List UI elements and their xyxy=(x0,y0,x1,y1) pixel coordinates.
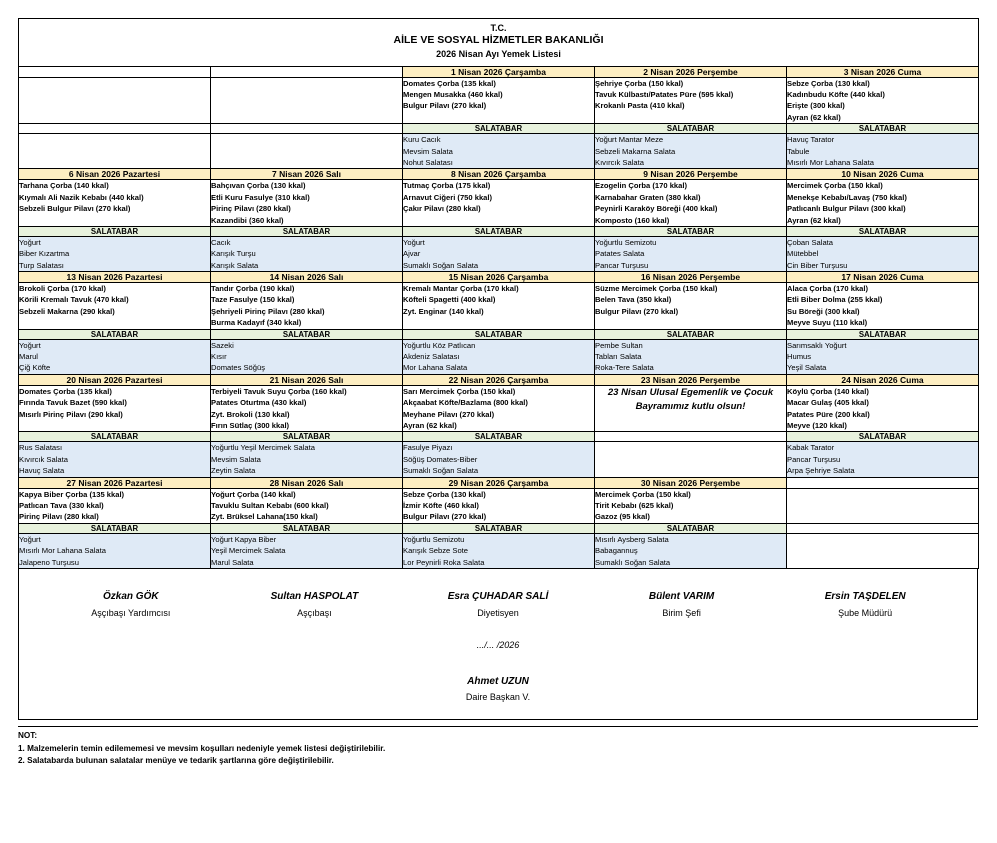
salad-list xyxy=(403,134,595,169)
salad-item: Mısırlı Aysberg Salata xyxy=(595,534,669,544)
salad-item: Mevsim Salata xyxy=(211,454,261,464)
salad-item: Yoğurt xyxy=(19,237,41,247)
salad-item: Zeytin Salata xyxy=(211,466,256,476)
salad-item: Biber Kızartma xyxy=(19,249,70,259)
salad-item: Pancar Turşusu xyxy=(595,260,649,270)
salad-list xyxy=(595,533,787,568)
saladbar-header: SALATABAR xyxy=(19,523,211,533)
meal-item: Ayran (62 kkal) xyxy=(403,421,457,430)
day-header: 30 Nisan 2026 Perşembe xyxy=(595,477,787,488)
meal-item: Arnavut Ciğeri (750 kkal) xyxy=(403,192,493,202)
salad-item: Mevsim Salata xyxy=(403,146,453,156)
meal-list xyxy=(787,77,979,124)
meal-item: Sebzeli Bulgur Pilavı (270 kkal) xyxy=(19,204,131,214)
salad-list xyxy=(19,442,211,477)
saladbar-header: SALATABAR xyxy=(403,329,595,339)
salad-item: Akdeniz Salatası xyxy=(403,352,460,362)
salad-list xyxy=(403,442,595,477)
day-header: 9 Nisan 2026 Perşembe xyxy=(595,169,787,180)
day-header: 6 Nisan 2026 Pazartesi xyxy=(19,169,211,180)
salad-item: Sumaklı Soğan Salata xyxy=(403,260,479,270)
salad-list-empty xyxy=(787,533,979,568)
document-header xyxy=(19,19,978,66)
salad-item: Mısırlı Mor Lahana Salata xyxy=(19,546,106,556)
salad-item: Yoğurt Mantar Meze xyxy=(595,135,664,145)
saladbar-header: SALATABAR xyxy=(19,226,211,236)
meal-item: Köylü Çorba (140 kkal) xyxy=(787,386,869,396)
day-header-empty xyxy=(787,477,979,488)
meal-item: Çakır Pilavı (280 kkal) xyxy=(403,204,481,214)
approver-role: Daire Başkan V. xyxy=(465,691,531,702)
salad-item: Arpa Şehriye Salata xyxy=(787,466,855,476)
meal-list xyxy=(211,283,403,330)
meal-item: Mercimek Çorba (150 kkal) xyxy=(595,489,691,499)
meal-item: Şehriyeli Pirinç Pilavı (280 kkal) xyxy=(211,306,325,316)
meal-item: Ayran (62 kkal) xyxy=(787,112,841,122)
meal-list xyxy=(595,283,787,330)
saladbar-header: SALATABAR xyxy=(19,432,211,442)
saladbar-header: SALATABAR xyxy=(211,226,403,236)
meal-item: Zyt. Brüksel Lahana(150 kkal) xyxy=(211,512,318,522)
meal-item: Tavuk Külbastı/Patates Püre (595 kkal) xyxy=(595,90,734,100)
salad-item: Sarımsaklı Yoğurt xyxy=(787,340,847,350)
day-header: 13 Nisan 2026 Pazartesi xyxy=(19,272,211,283)
meal-list xyxy=(211,180,403,227)
meal-list xyxy=(211,488,403,523)
meal-item: Patlıcan Tava (330 kkal) xyxy=(19,500,104,510)
salad-item: Lor Peynirli Roka Salata xyxy=(403,557,485,567)
meal-item: Zyt. Enginar (140 kkal) xyxy=(403,306,484,316)
day-header: 20 Nisan 2026 Pazartesi xyxy=(19,374,211,385)
approval-date: .../... /2026 xyxy=(476,639,520,650)
meal-item: Sebze Çorba (130 kkal) xyxy=(787,78,870,88)
salad-item: Mütebbel xyxy=(787,249,819,259)
meal-item: Bulgur Pilavı (270 kkal) xyxy=(403,101,487,111)
saladbar-header: SALATABAR xyxy=(403,124,595,134)
meal-list-empty xyxy=(211,77,403,124)
meal-item: Meyhane Pilavı (270 kkal) xyxy=(403,409,495,419)
saladbar-header: SALATABAR xyxy=(403,226,595,236)
salad-item: Kabak Tarator xyxy=(787,443,835,453)
salad-list-empty xyxy=(19,134,211,169)
header-line-3: 2026 Nisan Ayı Yemek Listesi xyxy=(436,49,561,60)
salad-list xyxy=(19,533,211,568)
meal-item: Ezogelin Çorba (170 kkal) xyxy=(595,181,687,191)
meal-item: Peynirli Karaköy Böreği (400 kkal) xyxy=(595,204,718,214)
meal-item: Patlıcanlı Bulgur Pilavı (300 kkal) xyxy=(787,204,906,214)
saladbar-header: SALATABAR xyxy=(19,329,211,339)
salad-list xyxy=(403,339,595,374)
meal-list xyxy=(787,385,979,432)
meal-item: Zyt. Brokoli (130 kkal) xyxy=(211,409,290,419)
meal-item: Meyve (120 kkal) xyxy=(787,421,847,430)
salad-item: Humus xyxy=(787,352,812,362)
meal-list xyxy=(403,283,595,330)
meal-item: Sebzeli Makarna (290 kkal) xyxy=(19,306,115,316)
salad-item: Yoğurt xyxy=(19,534,41,544)
salad-item: Fasulye Piyazı xyxy=(403,443,453,453)
meal-item: Mercimek Çorba (150 kkal) xyxy=(787,181,883,191)
signature-block xyxy=(223,591,407,618)
meal-item: Brokoli Çorba (170 kkal) xyxy=(19,284,106,294)
meal-item: Karnabahar Graten (380 kkal) xyxy=(595,192,701,202)
meal-item: Etli Biber Dolma (255 kkal) xyxy=(787,295,883,305)
day-header-empty xyxy=(19,66,211,77)
salad-item: Sumaklı Soğan Salata xyxy=(595,557,671,567)
day-header: 3 Nisan 2026 Cuma xyxy=(787,66,979,77)
salad-item: Sazeki xyxy=(211,340,234,350)
meal-item: Domates Çorba (135 kkal) xyxy=(403,78,496,88)
salad-list xyxy=(403,236,595,271)
salad-item: Karışık Salata xyxy=(211,260,259,270)
day-header: 23 Nisan 2026 Perşembe xyxy=(595,374,787,385)
saladbar-header: SALATABAR xyxy=(787,329,979,339)
meal-item: Tirit Kebabı (625 kkal) xyxy=(595,500,674,510)
note-item: 2. Salatabarda bulunan salatalar menüye ve tedarik şartlarına göre değiştirilebilir. xyxy=(18,756,334,766)
meal-item: Ayran (62 kkal) xyxy=(787,215,841,225)
day-header: 7 Nisan 2026 Salı xyxy=(211,169,403,180)
salad-item: Karışık Turşu xyxy=(211,249,256,259)
day-header: 1 Nisan 2026 Çarşamba xyxy=(403,66,595,77)
salad-item: Pancar Turşusu xyxy=(787,454,841,464)
salad-item: Nohut Salatası xyxy=(403,157,453,167)
signer-role: Şube Müdürü xyxy=(838,607,893,618)
saladbar-header-empty xyxy=(19,124,211,134)
meal-item: Belen Tava (350 kkal) xyxy=(595,295,672,305)
meal-item: Meyve Suyu (110 kkal) xyxy=(787,318,868,328)
saladbar-header: SALATABAR xyxy=(403,432,595,442)
salad-item: Kıvırcık Salata xyxy=(595,157,644,167)
salad-list xyxy=(787,236,979,271)
day-header: 10 Nisan 2026 Cuma xyxy=(787,169,979,180)
salad-item: Söğüş Domates-Biber xyxy=(403,454,478,464)
meal-item: Mısırlı Pirinç Pilavı (290 kkal) xyxy=(19,409,123,419)
salad-item: Yoğurt xyxy=(19,340,41,350)
salad-item: Kuru Cacık xyxy=(403,135,441,145)
salad-item: Cacık xyxy=(211,237,231,247)
salad-item: Cin Biber Turşusu xyxy=(787,260,848,270)
signer-name: Esra ÇUHADAR SALİ xyxy=(447,590,549,602)
meal-item: Kapya Biber Çorba (135 kkal) xyxy=(19,489,125,499)
meal-list xyxy=(787,283,979,330)
salad-item: Rus Salatası xyxy=(19,443,63,453)
notes-block xyxy=(18,726,978,768)
meal-item: Menekşe Kebabı/Lavaş (750 kkal) xyxy=(787,192,907,202)
salad-item: Ajvar xyxy=(403,249,421,259)
day-header: 17 Nisan 2026 Cuma xyxy=(787,272,979,283)
meal-item: Patates Oturtma (430 kkal) xyxy=(211,398,307,408)
meal-list xyxy=(595,180,787,227)
meal-item: Taze Fasulye (150 kkal) xyxy=(211,295,295,305)
meal-list-empty xyxy=(787,488,979,523)
salad-item: Yoğurtlu Semizotu xyxy=(595,237,657,247)
signer-role: Aşçıbaşı Yardımcısı xyxy=(91,607,171,618)
meal-item: Kadınbudu Köfte (440 kkal) xyxy=(787,90,885,100)
meal-list xyxy=(403,488,595,523)
signer-role: Diyetisyen xyxy=(477,607,519,618)
saladbar-header: SALATABAR xyxy=(595,523,787,533)
salad-item: Sumaklı Soğan Salata xyxy=(403,466,479,476)
salad-item: Marul xyxy=(19,352,38,362)
saladbar-header-empty xyxy=(595,432,787,442)
day-header: 21 Nisan 2026 Salı xyxy=(211,374,403,385)
meal-item: Su Böreği (300 kkal) xyxy=(787,306,860,316)
meal-item: Erişte (300 kkal) xyxy=(787,101,845,111)
signer-role: Aşçıbaşı xyxy=(297,607,332,618)
salad-list xyxy=(595,236,787,271)
saladbar-header: SALATABAR xyxy=(787,226,979,236)
salad-item: Yoğurtlu Semizotu xyxy=(403,534,465,544)
salad-item: Roka-Tere Salata xyxy=(595,363,654,373)
day-header: 8 Nisan 2026 Çarşamba xyxy=(403,169,595,180)
meal-item: Yoğurt Çorba (140 kkal) xyxy=(211,489,296,499)
salad-list xyxy=(595,134,787,169)
salad-item: Sebzeli Makarna Salata xyxy=(595,146,676,156)
salad-item: Yeşil Salata xyxy=(787,363,827,373)
meal-list xyxy=(403,385,595,432)
meal-item: Etli Kuru Fasulye (310 kkal) xyxy=(211,192,310,202)
meal-list xyxy=(19,385,211,432)
salad-item: Jalapeno Turşusu xyxy=(19,557,79,567)
meal-list xyxy=(787,180,979,227)
meal-list xyxy=(19,283,211,330)
meal-item: Kremalı Mantar Çorba (170 kkal) xyxy=(403,284,519,294)
signature-row xyxy=(19,569,977,618)
saladbar-header: SALATABAR xyxy=(595,226,787,236)
saladbar-header: SALATABAR xyxy=(595,329,787,339)
meal-item: Gazoz (95 kkal) xyxy=(595,512,650,522)
meal-item: Köfteli Spagetti (400 kkal) xyxy=(403,295,496,305)
approver-block xyxy=(19,676,977,702)
approver-name: Ahmet UZUN xyxy=(467,675,529,687)
day-header: 14 Nisan 2026 Salı xyxy=(211,272,403,283)
meal-item: Burma Kadayıf (340 kkal) xyxy=(211,318,302,328)
meal-item: Terbiyeli Tavuk Suyu Çorba (160 kkal) xyxy=(211,386,347,396)
meal-list xyxy=(19,180,211,227)
salad-item: Kıvırcık Salata xyxy=(19,454,68,464)
meal-item: Komposto (160 kkal) xyxy=(595,215,670,225)
meal-item: Kıymalı Ali Nazik Kebabı (440 kkal) xyxy=(19,192,144,202)
salad-list xyxy=(787,442,979,477)
saladbar-header: SALATABAR xyxy=(403,523,595,533)
salad-item: Turp Salatası xyxy=(19,260,64,270)
meal-item: Alaca Çorba (170 kkal) xyxy=(787,284,869,294)
menu-table xyxy=(18,18,979,569)
salad-item: Yoğurt Kapya Biber xyxy=(211,534,277,544)
meal-list xyxy=(403,77,595,124)
meal-list xyxy=(19,488,211,523)
salad-item: Kısır xyxy=(211,352,227,362)
salad-item: Yoğurtlu Yeşil Mercimek Salata xyxy=(211,443,315,453)
meal-item: Bulgur Pilavı (270 kkal) xyxy=(403,512,487,522)
meal-item: Bahçıvan Çorba (130 kkal) xyxy=(211,181,306,191)
day-header-empty xyxy=(211,66,403,77)
saladbar-header: SALATABAR xyxy=(787,124,979,134)
salad-item: Babagannuş xyxy=(595,546,638,556)
salad-item: Marul Salata xyxy=(211,557,254,567)
day-header: 2 Nisan 2026 Perşembe xyxy=(595,66,787,77)
salad-item: Tabule xyxy=(787,146,810,156)
meal-item: Kazandibi (360 kkal) xyxy=(211,215,284,225)
salad-item: Havuç Salata xyxy=(19,466,65,476)
day-header: 29 Nisan 2026 Çarşamba xyxy=(403,477,595,488)
signer-name: Özkan GÖK xyxy=(103,590,159,602)
salad-list-empty xyxy=(211,134,403,169)
signer-name: Bülent VARIM xyxy=(648,590,715,602)
meal-item: Şehriye Çorba (150 kkal) xyxy=(595,78,684,88)
saladbar-header: SALATABAR xyxy=(787,432,979,442)
meal-item: Sebze Çorba (130 kkal) xyxy=(403,489,486,499)
salad-list xyxy=(19,339,211,374)
note-item: 1. Malzemelerin temin edilememesi ve mevsim koşulları nedeniyle yemek listesi değiştirilebilir. xyxy=(18,743,386,753)
signature-area xyxy=(18,569,978,720)
meal-item: Bulgur Pilavı (270 kkal) xyxy=(595,306,679,316)
meal-item: Tarhana Çorba (140 kkal) xyxy=(19,181,109,191)
salad-item: Mor Lahana Salata xyxy=(403,363,468,373)
salad-item: Tabları Salata xyxy=(595,352,642,362)
meal-list-empty xyxy=(19,77,211,124)
meal-list xyxy=(595,77,787,124)
meal-item: Macar Gulaş (405 kkal) xyxy=(787,398,869,408)
salad-list xyxy=(211,236,403,271)
meal-item: Krokanlı Pasta (410 kkal) xyxy=(595,101,685,111)
header-line-1: T.C. xyxy=(490,23,507,33)
meal-item: Fırında Tavuk Bazet (590 kkal) xyxy=(19,398,127,408)
salad-list xyxy=(211,533,403,568)
meal-item: Mengen Musakka (460 kkal) xyxy=(403,90,503,100)
salad-list xyxy=(19,236,211,271)
meal-list xyxy=(595,488,787,523)
salad-item: Havuç Tarator xyxy=(787,135,835,145)
saladbar-header-empty xyxy=(787,523,979,533)
meal-item: Körili Kremalı Tavuk (470 kkal) xyxy=(19,295,129,305)
header-line-2: AİLE VE SOSYAL HİZMETLER BAKANLIĞI xyxy=(393,34,604,47)
saladbar-header: SALATABAR xyxy=(211,432,403,442)
signature-block xyxy=(590,591,774,618)
salad-list xyxy=(595,339,787,374)
day-header: 28 Nisan 2026 Salı xyxy=(211,477,403,488)
salad-list xyxy=(787,339,979,374)
holiday-note: 23 Nisan Ulusal Egemenlik ve Çocuk Bayramımız kutlu olsun! xyxy=(595,385,787,432)
salad-item: Yoğurt xyxy=(403,237,425,247)
meal-item: Akçaabat Köfte/Bazlama (800 kkal) xyxy=(403,398,528,408)
salad-item: Pembe Sultan xyxy=(595,340,643,350)
meal-list xyxy=(211,385,403,432)
meal-item: Fırın Sütlaç (300 kkal) xyxy=(211,421,290,430)
notes-title: NOT: xyxy=(18,730,38,740)
salad-item: Karışık Sebze Sote xyxy=(403,546,469,556)
signature-block xyxy=(773,591,957,618)
salad-item: Patates Salata xyxy=(595,249,645,259)
day-header: 16 Nisan 2026 Perşembe xyxy=(595,272,787,283)
salad-item: Domates Söğüş xyxy=(211,363,266,373)
signature-block xyxy=(406,591,590,618)
salad-list xyxy=(211,339,403,374)
saladbar-header: SALATABAR xyxy=(211,523,403,533)
meal-item: Pirinç Pilavı (280 kkal) xyxy=(19,512,99,522)
meal-item: Tavuklu Sultan Kebabı (600 kkal) xyxy=(211,500,329,510)
saladbar-header-empty xyxy=(211,124,403,134)
meal-item: Patates Püre (200 kkal) xyxy=(787,409,870,419)
salad-item: Mısırlı Mor Lahana Salata xyxy=(787,157,874,167)
day-header: 24 Nisan 2026 Cuma xyxy=(787,374,979,385)
meal-list xyxy=(403,180,595,227)
meal-item: Pirinç Pilavı (280 kkal) xyxy=(211,204,291,214)
meal-item: Domates Çorba (135 kkal) xyxy=(19,386,112,396)
meal-item: Tutmaç Çorba (175 kkal) xyxy=(403,181,491,191)
salad-list xyxy=(403,533,595,568)
signer-name: Ersin TAŞDELEN xyxy=(824,590,906,602)
salad-item: Çiğ Köfte xyxy=(19,363,51,373)
saladbar-header: SALATABAR xyxy=(595,124,787,134)
salad-list xyxy=(211,442,403,477)
meal-item: Tandır Çorba (190 kkal) xyxy=(211,284,295,294)
meal-item: İzmir Köfte (460 kkal) xyxy=(403,500,479,510)
salad-item: Yeşil Mercimek Salata xyxy=(211,546,286,556)
salad-list xyxy=(787,134,979,169)
salad-list-empty xyxy=(595,442,787,477)
saladbar-header: SALATABAR xyxy=(211,329,403,339)
signer-role: Birim Şefi xyxy=(662,607,701,618)
salad-item: Yoğurtlu Köz Patlıcan xyxy=(403,340,476,350)
day-header: 27 Nisan 2026 Pazartesi xyxy=(19,477,211,488)
signer-name: Sultan HASPOLAT xyxy=(270,590,359,602)
salad-item: Çoban Salata xyxy=(787,237,834,247)
meal-item: Süzme Mercimek Çorba (150 kkal) xyxy=(595,284,718,294)
signature-block xyxy=(39,591,223,618)
day-header: 15 Nisan 2026 Çarşamba xyxy=(403,272,595,283)
meal-item: Sarı Mercimek Çorba (150 kkal) xyxy=(403,386,516,396)
day-header: 22 Nisan 2026 Çarşamba xyxy=(403,374,595,385)
